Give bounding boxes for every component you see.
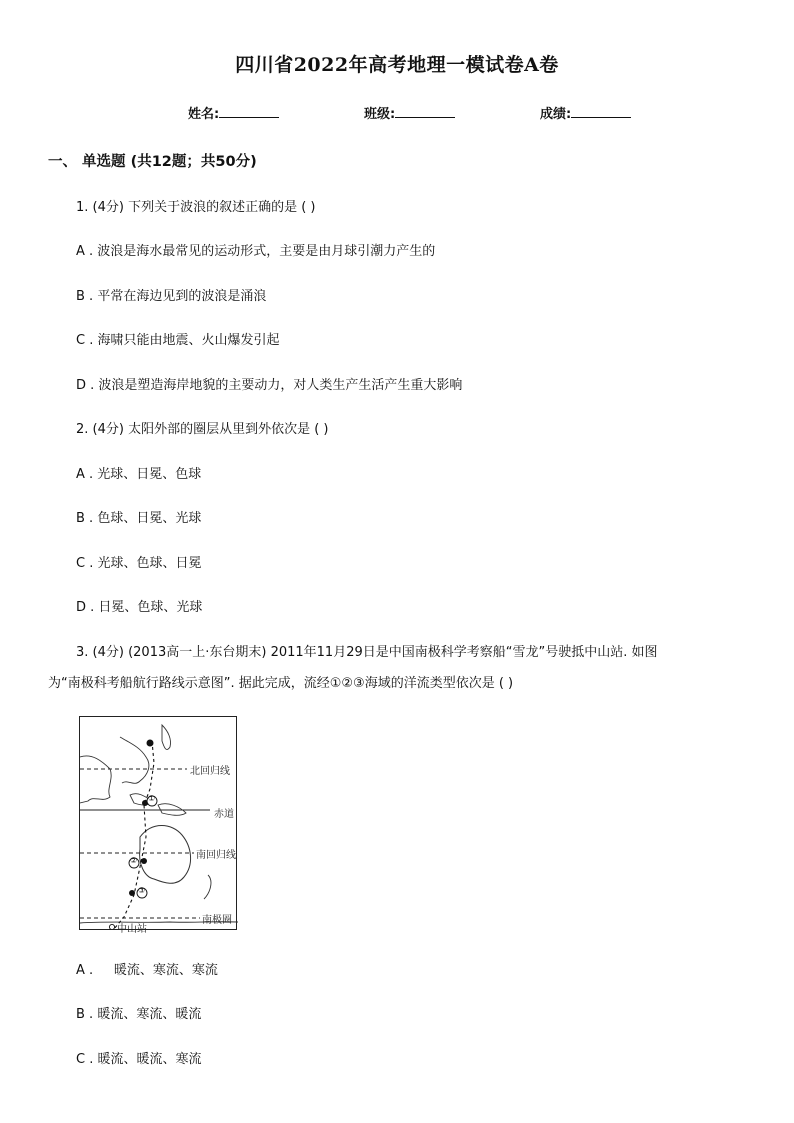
route-map xyxy=(79,716,237,935)
tropic-north-label: 北回归线 xyxy=(190,766,230,777)
name-label: 姓名: xyxy=(188,107,220,122)
australia xyxy=(140,826,191,884)
score-label: 成绩: xyxy=(540,107,572,122)
equator-label: 赤道 xyxy=(214,809,234,820)
class-field xyxy=(364,103,455,122)
marker-3-label: ③ xyxy=(138,886,146,895)
name-blank xyxy=(219,105,279,118)
q2-option-c: C . 光球、色球、日冕 xyxy=(76,556,202,571)
q3-option-a: A . 暖流、寒流、寒流 xyxy=(76,963,218,978)
antarctic-circle-label: 南极圈 xyxy=(202,915,232,926)
page-title: 四川省2022年高考地理一模试卷A卷 xyxy=(235,54,559,76)
q3-option-c: C . 暖流、暖流、寒流 xyxy=(76,1052,202,1067)
q3-option-b: B . 暖流、寒流、暖流 xyxy=(76,1007,202,1022)
marker-2-dot xyxy=(141,858,147,864)
class-label: 班级: xyxy=(364,107,396,122)
q2-option-b: B . 色球、日冕、光球 xyxy=(76,511,202,526)
section-heading: 一、 单选题 (共12题；共50分) xyxy=(48,154,257,170)
score-field xyxy=(540,103,631,122)
q2-option-a: A . 光球、日冕、色球 xyxy=(76,467,202,482)
question-3-stem-line2: 为“南极科考船航行路线示意图”. 据此完成，流经①②③海域的洋流类型依次是 ( ) xyxy=(48,676,514,691)
marker-3-dot xyxy=(129,890,135,896)
tropic-south-label: 南回归线 xyxy=(196,850,236,861)
route-map-drawing xyxy=(80,717,238,931)
station-marker xyxy=(109,924,114,929)
asia-coast xyxy=(80,756,111,803)
station-label: 中山站 xyxy=(117,924,147,935)
q1-option-a: A . 波浪是海水最常见的运动形式，主要是由月球引潮力产生的 xyxy=(76,244,436,259)
q1-option-c: C . 海啸只能由地震、火山爆发引起 xyxy=(76,333,280,348)
score-blank xyxy=(571,105,631,118)
port-marker xyxy=(147,740,154,747)
marker-1-label: ① xyxy=(148,794,156,803)
japan-islands xyxy=(162,725,171,749)
question-1-stem: 1. (4分) 下列关于波浪的叙述正确的是 ( ) xyxy=(76,200,316,215)
question-3-stem-line1: 3. (4分) (2013高一上·东台期末) 2011年11月29日是中国南极科学考察船“雪龙”号驶抵中山站. 如图 xyxy=(76,645,658,660)
q1-option-d: D . 波浪是塑造海岸地貌的主要动力，对人类生产生活产生重大影响 xyxy=(76,378,463,393)
new-zealand xyxy=(204,875,211,899)
question-2-stem: 2. (4分) 太阳外部的圈层从里到外依次是 ( ) xyxy=(76,422,329,437)
china-coast xyxy=(120,737,149,783)
q2-option-d: D . 日冕、色球、光球 xyxy=(76,600,203,615)
q1-option-b: B . 平常在海边见到的波浪是涌浪 xyxy=(76,289,267,304)
name-field xyxy=(188,103,279,122)
class-blank xyxy=(395,105,455,118)
marker-2-label: ② xyxy=(130,856,138,865)
